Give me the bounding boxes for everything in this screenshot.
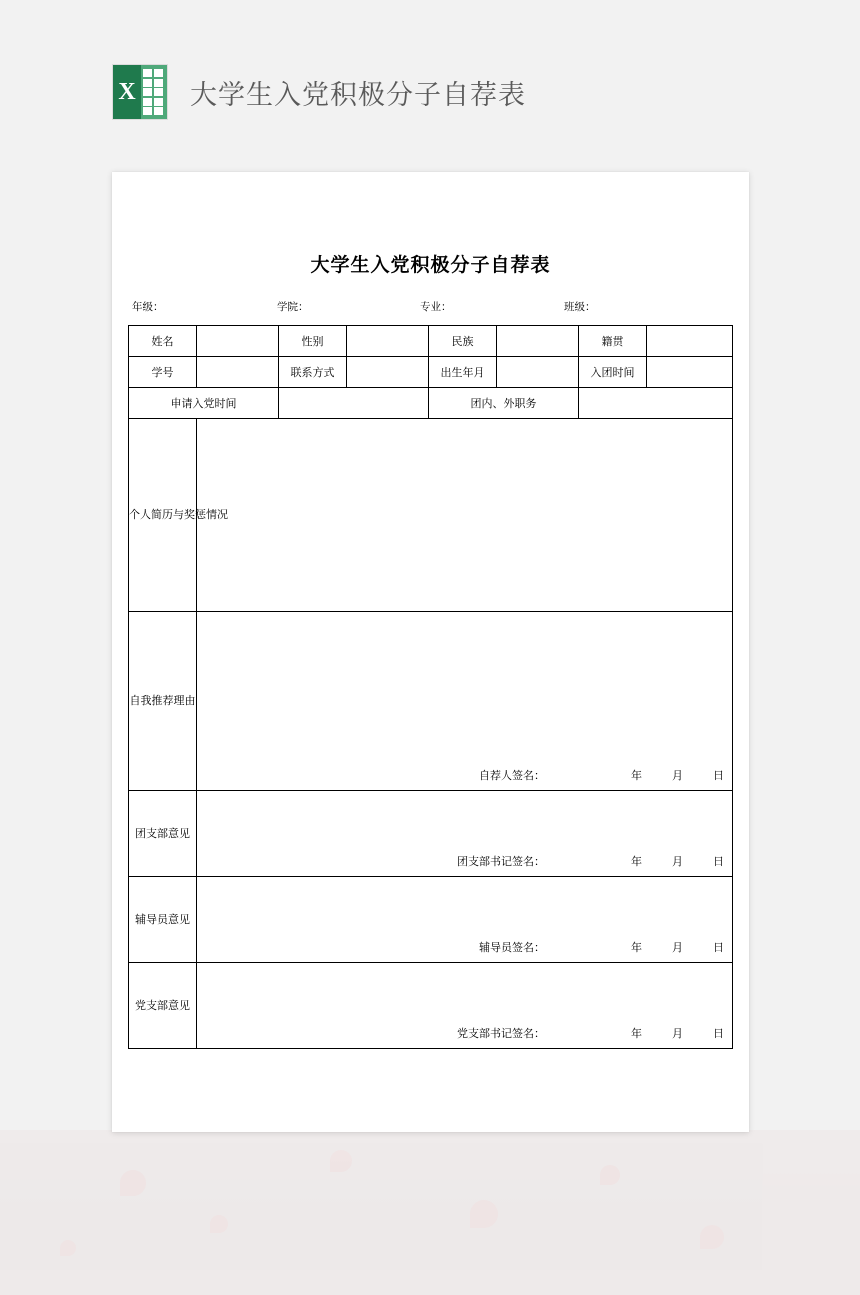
signature-label-self-recommendation: 自荐人签名：	[479, 769, 545, 782]
field-label-birthdate: 出生年月	[429, 357, 497, 388]
field-label-native-place: 籍贯	[579, 326, 647, 357]
table-row	[129, 419, 733, 612]
date-month-label: 月	[672, 855, 683, 868]
field-value-student-id[interactable]	[197, 357, 279, 388]
field-value-league-position[interactable]	[579, 388, 733, 419]
section-content-counselor-opinion[interactable]	[197, 877, 733, 963]
signature-line-league-branch-opinion	[197, 853, 732, 869]
form-title: 大学生入党积极分子自荐表	[310, 254, 551, 276]
signature-line-counselor-opinion	[197, 939, 732, 955]
form-meta-row	[112, 299, 749, 319]
date-fields-self-recommendation	[631, 767, 724, 783]
background-decoration	[0, 1130, 860, 1295]
date-day-label: 日	[713, 1027, 724, 1040]
section-label-league-branch-opinion: 团支部意见	[129, 791, 197, 877]
date-year-label: 年	[631, 855, 642, 868]
document-header	[112, 62, 526, 122]
excel-file-icon	[112, 64, 168, 120]
signature-label-party-branch-opinion: 党支部书记签名：	[457, 1027, 545, 1040]
signature-label-counselor-opinion: 辅导员签名：	[479, 941, 545, 954]
table-row	[129, 963, 733, 1049]
date-day-label: 日	[713, 855, 724, 868]
meta-major-label: 专业：	[420, 301, 452, 313]
excel-icon-grid	[141, 65, 167, 119]
field-label-contact: 联系方式	[279, 357, 347, 388]
field-value-party-apply-date[interactable]	[279, 388, 429, 419]
date-month-label: 月	[672, 941, 683, 954]
recommendation-form-table	[128, 325, 733, 1049]
field-value-gender[interactable]	[347, 326, 429, 357]
table-row	[129, 612, 733, 791]
table-row	[129, 877, 733, 963]
meta-college-label: 学院：	[277, 301, 309, 313]
field-label-ethnicity: 民族	[429, 326, 497, 357]
table-row	[129, 791, 733, 877]
signature-line-self-recommendation	[197, 767, 732, 783]
field-label-league-position: 团内、外职务	[429, 388, 579, 419]
field-label-party-apply-date: 申请入党时间	[129, 388, 279, 419]
excel-icon-letter: X	[113, 65, 141, 119]
document-paper	[112, 172, 749, 1132]
field-value-league-join-date[interactable]	[647, 357, 733, 388]
signature-label-league-branch-opinion: 团支部书记签名：	[457, 855, 545, 868]
table-row	[129, 326, 733, 357]
meta-class-label: 班级：	[564, 301, 596, 313]
field-value-contact[interactable]	[347, 357, 429, 388]
section-content-self-recommendation[interactable]	[197, 612, 733, 791]
date-fields-league-branch-opinion	[631, 853, 724, 869]
date-month-label: 月	[672, 769, 683, 782]
section-label-resume-awards: 个人简历与奖惩情况	[129, 419, 197, 612]
page-title: 大学生入党积极分子自荐表	[190, 79, 526, 111]
field-value-birthdate[interactable]	[497, 357, 579, 388]
table-row	[129, 388, 733, 419]
section-content-resume-awards[interactable]	[197, 419, 733, 612]
signature-line-party-branch-opinion	[197, 1025, 732, 1041]
field-value-ethnicity[interactable]	[497, 326, 579, 357]
field-label-name: 姓名	[129, 326, 197, 357]
section-content-party-branch-opinion[interactable]	[197, 963, 733, 1049]
field-label-gender: 性别	[279, 326, 347, 357]
section-label-self-recommendation: 自我推荐理由	[129, 612, 197, 791]
date-year-label: 年	[631, 941, 642, 954]
field-label-league-join-date: 入团时间	[579, 357, 647, 388]
meta-grade-label: 年级：	[132, 301, 164, 313]
section-label-party-branch-opinion: 党支部意见	[129, 963, 197, 1049]
field-label-student-id: 学号	[129, 357, 197, 388]
date-month-label: 月	[672, 1027, 683, 1040]
date-day-label: 日	[713, 769, 724, 782]
date-fields-counselor-opinion	[631, 939, 724, 955]
field-value-native-place[interactable]	[647, 326, 733, 357]
field-value-name[interactable]	[197, 326, 279, 357]
table-row	[129, 357, 733, 388]
date-year-label: 年	[631, 1027, 642, 1040]
date-fields-party-branch-opinion	[631, 1025, 724, 1041]
date-day-label: 日	[713, 941, 724, 954]
section-label-counselor-opinion: 辅导员意见	[129, 877, 197, 963]
date-year-label: 年	[631, 769, 642, 782]
section-content-league-branch-opinion[interactable]	[197, 791, 733, 877]
